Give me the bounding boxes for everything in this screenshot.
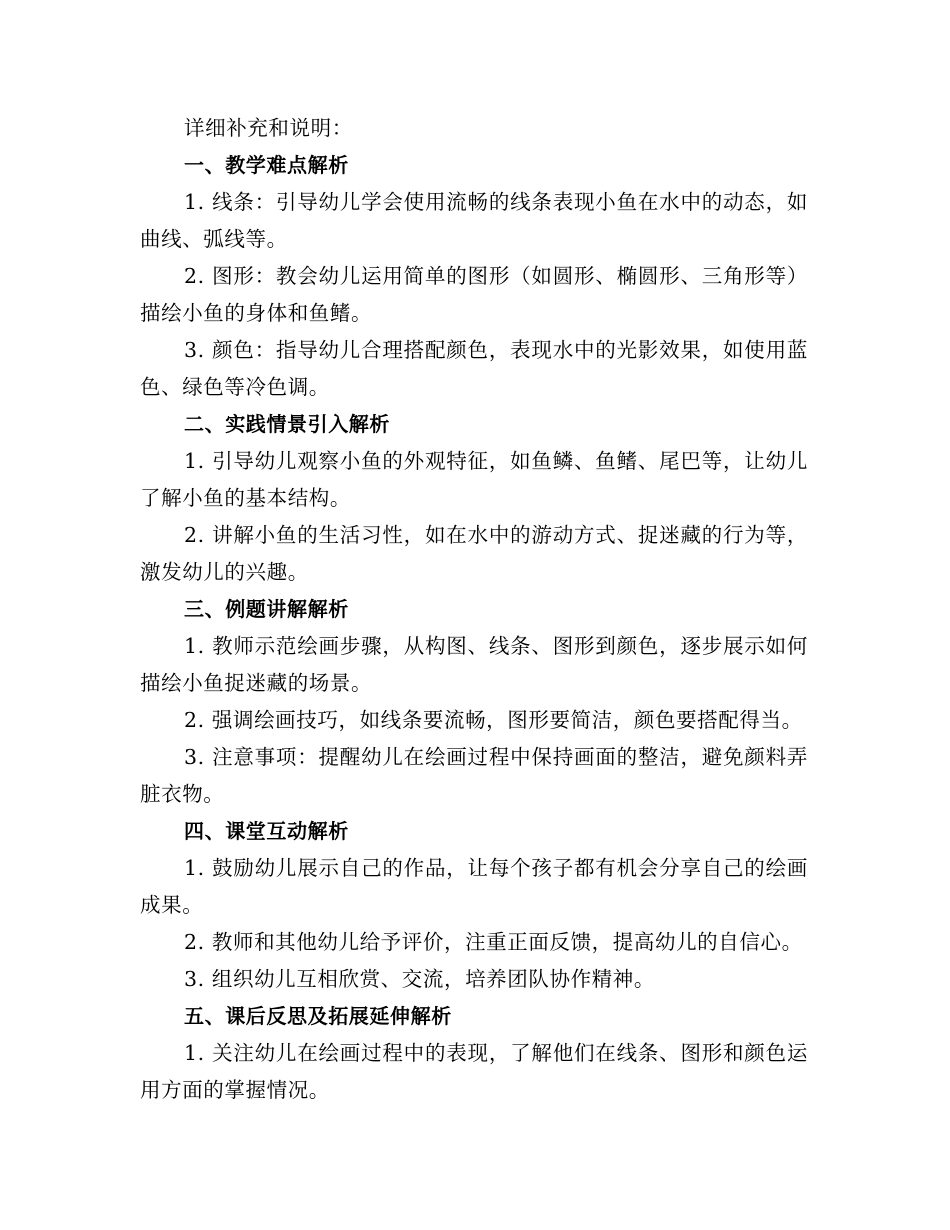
paragraph: 3. 组织幼儿互相欣赏、交流，培养团队协作精神。 — [184, 967, 655, 991]
section-heading-examples: 三、例题讲解解析 — [184, 597, 349, 621]
paragraph: 1. 引导幼儿观察小鱼的外观特征，如鱼鳞、鱼鳍、尾巴等，让幼儿了解小鱼的基本结构。 — [140, 449, 808, 510]
paragraph: 1. 关注幼儿在绘画过程中的表现，了解他们在线条、图形和颜色运用方面的掌握情况。 — [140, 1041, 808, 1102]
document-body — [140, 110, 808, 1109]
paragraph: 3. 注意事项：提醒幼儿在绘画过程中保持画面的整洁，避免颜料弄脏衣物。 — [140, 745, 808, 806]
paragraph: 1. 线条：引导幼儿学会使用流畅的线条表现小鱼在水中的动态，如曲线、弧线等。 — [140, 190, 808, 251]
paragraph: 2. 强调绘画技巧，如线条要流畅，图形要简洁，颜色要搭配得当。 — [184, 708, 803, 732]
section-heading-reflection: 五、课后反思及拓展延伸解析 — [184, 1004, 452, 1028]
paragraph: 2. 教师和其他幼儿给予评价，注重正面反馈，提高幼儿的自信心。 — [184, 930, 803, 954]
paragraph: 2. 图形：教会幼儿运用简单的图形（如圆形、椭圆形、三角形等）描绘小鱼的身体和鱼鳍。 — [140, 264, 808, 325]
paragraph: 2. 讲解小鱼的生活习性，如在水中的游动方式、捉迷藏的行为等，激发幼儿的兴趣。 — [140, 523, 808, 584]
section-heading-scenario: 二、实践情景引入解析 — [184, 412, 390, 436]
section-heading-difficulties: 一、教学难点解析 — [184, 153, 349, 177]
intro-text: 详细补充和说明： — [184, 116, 353, 140]
paragraph: 1. 鼓励幼儿展示自己的作品，让每个孩子都有机会分享自己的绘画成果。 — [140, 856, 808, 917]
paragraph: 1. 教师示范绘画步骤，从构图、线条、图形到颜色，逐步展示如何描绘小鱼捉迷藏的场景。 — [140, 634, 808, 695]
section-heading-interaction: 四、课堂互动解析 — [184, 819, 349, 843]
paragraph: 3. 颜色：指导幼儿合理搭配颜色，表现水中的光影效果，如使用蓝色、绿色等冷色调。 — [140, 338, 808, 399]
